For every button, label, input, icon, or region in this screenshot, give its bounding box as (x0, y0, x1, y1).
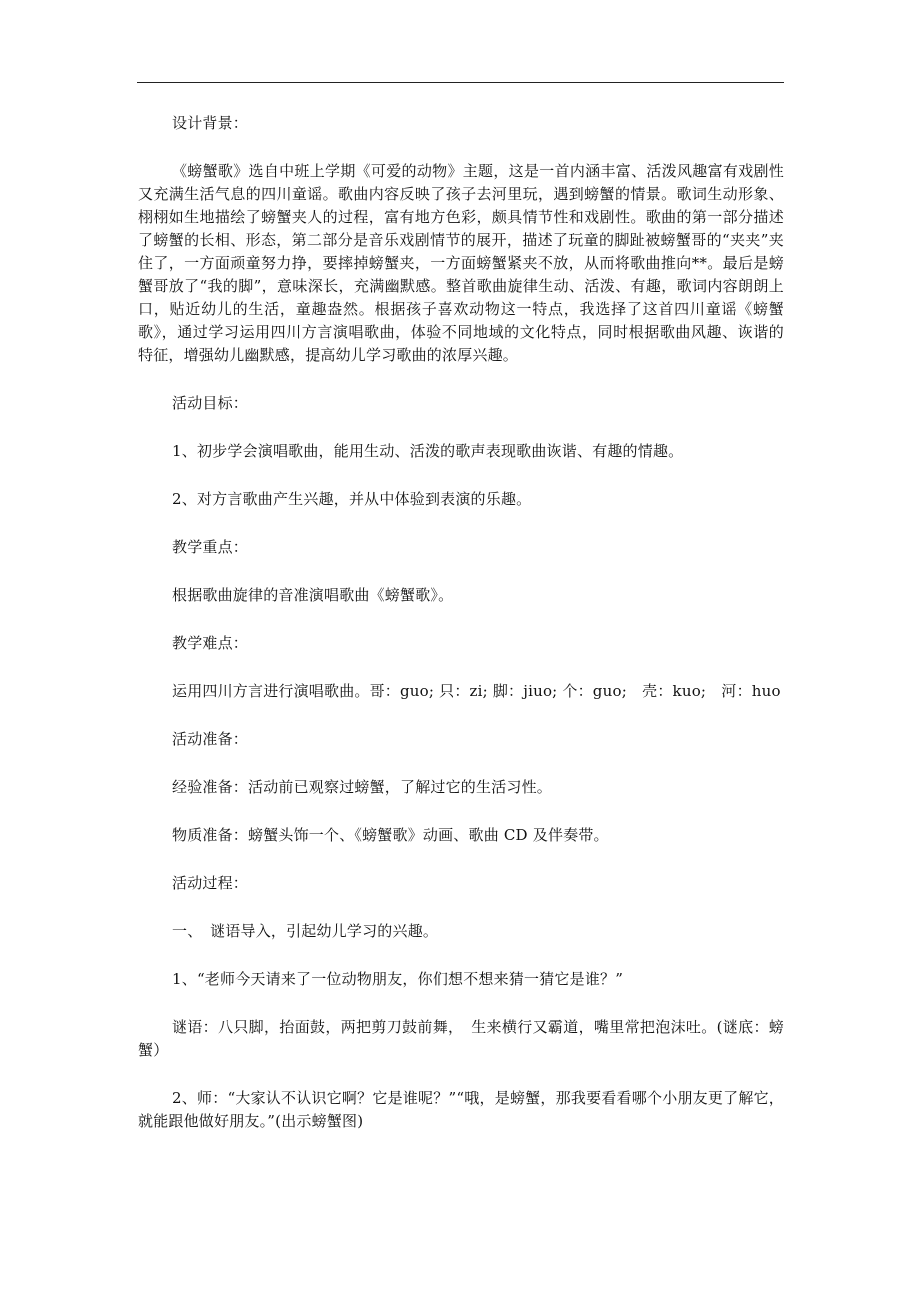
document-body (138, 112, 784, 1158)
background-paragraph: 《螃蟹歌》选自中班上学期《可爱的动物》主题，这是一首内涵丰富、活泼风趣富有戏剧性又充满生活气息的四川童谣。歌曲内容反映了孩子去河里玩，遇到螃蟹的情景。歌词生动形象、栩栩如生地描绘了螃蟹夹人的过程，富有地方色彩，颇具情节性和戏剧性。歌曲的第一部分描述了螃蟹的长相、形态，第二部分是音乐戏剧情节的展开，描述了玩童的脚趾被螃蟹哥的“夹夹”夹住了，一方面顽童努力挣，要摔掉螃蟹夹，一方面螃蟹紧夹不放，从而将歌曲推向**。最后是螃蟹哥放了“我的脚”，意味深长，充满幽默感。整首歌曲旋律生动、活泼、有趣，歌词内容朗朗上口，贴近幼儿的生活，童趣盎然。根据孩子喜欢动物这一特点，我选择了这首四川童谣《螃蟹歌》，通过学习运用四川方言演唱歌曲，体验不同地域的文化特点，同时根据歌曲风趣、诙谐的特征，增强幼儿幽默感，提高幼儿学习歌曲的浓厚兴趣。 (138, 162, 784, 364)
section-heading-difficulty: 教学难点： (172, 634, 249, 652)
preparation-materials: 物质准备：螃蟹头饰一个、《螃蟹歌》动画、歌曲 CD 及伴奏带。 (172, 826, 609, 844)
section-heading-goals: 活动目标： (172, 394, 249, 412)
process-item-1: 1、“老师今天请来了一位动物朋友，你们想不想来猜一猜它是谁？” (172, 970, 624, 988)
section-heading-preparation: 活动准备： (172, 730, 249, 748)
riddle-text: 谜语：八只脚，抬面鼓，两把剪刀鼓前舞， 生来横行又霸道，嘴里常把泡沫吐。(谜底：螃蟹） (138, 1018, 784, 1059)
section-heading-process: 活动过程： (172, 874, 249, 892)
process-item-2: 2、师：“大家认不认识它啊？它是谁呢？”“哦，是螃蟹，那我要看看哪个小朋友更了解它，就能跟他做好朋友。”(出示螃蟹图) (138, 1089, 784, 1130)
header-rule (137, 82, 784, 83)
goal-item-2: 2、对方言歌曲产生兴趣，并从中体验到表演的乐趣。 (172, 490, 532, 508)
goal-item-1: 1、初步学会演唱歌曲，能用生动、活泼的歌声表现歌曲诙谐、有趣的情趣。 (172, 442, 684, 460)
key-point-text: 根据歌曲旋律的音准演唱歌曲《螃蟹歌》。 (172, 586, 454, 604)
process-step-1: 一、 谜语导入，引起幼儿学习的兴趣。 (172, 922, 439, 940)
section-heading-background: 设计背景： (172, 114, 249, 132)
difficulty-text: 运用四川方言进行演唱歌曲。哥：guo; 只：zi; 脚：jiuo; 个：guo; 壳：kuo; 河：huo (172, 682, 781, 700)
section-heading-key-point: 教学重点： (172, 538, 249, 556)
preparation-experience: 经验准备：活动前已观察过螃蟹，了解过它的生活习性。 (172, 778, 553, 796)
